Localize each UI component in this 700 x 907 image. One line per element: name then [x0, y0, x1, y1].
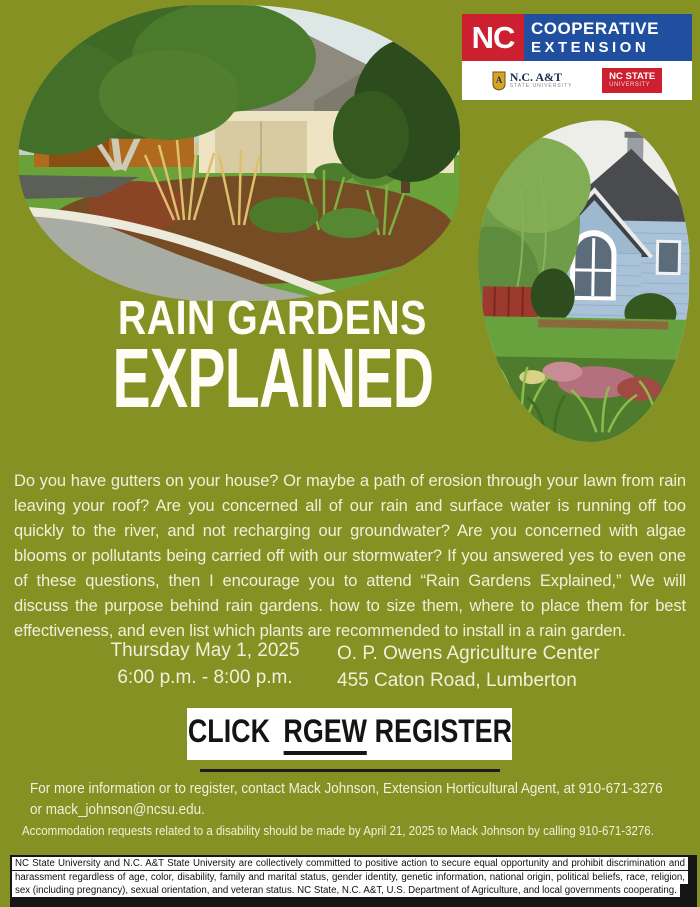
ncstate-logo: NC STATE UNIVERSITY — [602, 68, 662, 93]
register-underline-bar — [200, 769, 500, 772]
event-location — [337, 640, 677, 694]
contact-line-2: or mack_johnson@ncsu.edu. — [30, 801, 205, 818]
accommodation-note: Accommodation requests related to a disability should be made by April 21, 2025 to Mack Johnson by calling 910-671-3276. — [22, 823, 654, 838]
register-button[interactable] — [187, 708, 512, 760]
contact-line-1: For more information or to register, contact Mack Johnson, Extension Horticultural Agent, at 910-671-3276 — [30, 781, 663, 797]
cooperative-label: COOPERATIVE — [531, 18, 659, 38]
title-line-rain-gardens: RAIN GARDENS — [118, 292, 427, 345]
nc-cooperative-extension-logo — [462, 14, 692, 100]
event-address: 455 Caton Road, Lumberton — [337, 670, 577, 691]
event-date-time — [85, 637, 325, 691]
register-link[interactable]: RGEW — [283, 713, 367, 755]
ncat-name: N.C. A&T — [509, 70, 563, 84]
svg-text:A: A — [495, 74, 502, 85]
register-label-click: CLICK — [187, 713, 270, 749]
extension-label: EXTENSION — [531, 38, 650, 56]
event-date: Thursday May 1, 2025 — [110, 640, 300, 661]
contact-info — [30, 779, 663, 820]
rain-garden-street-illustration — [18, 5, 460, 301]
description-paragraph: Do you have gutters on your house? Or maybe a path of erosion through your lawn from rain leaving your roof? Are you concerned all of our rain and surface water is running off too quickly to the river, and not recharging our groundwater? Are you concerned with algae blooms or pollutants being carried off with our stormwater? If you answered yes to even one of these questions, then I encourage you to attend “Rain Gardens Explained,” We will discuss the purpose behind rain gardens. how to size them, where to place them for best effectiveness, and even list which plants are recommended to install in a rain garden. — [14, 471, 686, 640]
equal-opportunity-statement — [12, 857, 688, 898]
register-label-register: REGISTER — [374, 713, 512, 749]
flyer-title — [0, 292, 545, 425]
title-line-explained: EXPLAINED — [112, 331, 433, 425]
event-venue: O. P. Owens Agriculture Center — [337, 643, 600, 664]
ncat-shield-icon — [492, 71, 506, 91]
rain-garden-street-photo — [18, 5, 460, 301]
nc-logo-mark: NC — [462, 14, 524, 61]
ncat-logo — [492, 71, 573, 91]
event-time: 6:00 p.m. - 8:00 p.m. — [117, 667, 293, 688]
ncat-subtitle: STATE UNIVERSITY — [509, 83, 573, 89]
statement-text: NC State University and N.C. A&T State University are collectively committed to positive action to secure equal opportunity and prohibit discrimination and harassment regardless of age, color, disability, family and marital status, gender identity, genetic information, national origin, political beliefs, race, religion, sex (including pregnancy), sexual orientation, and veteran status. NC State, N.C. A&T, U.S. Department of Agriculture, and local governments cooperating. — [12, 857, 688, 897]
